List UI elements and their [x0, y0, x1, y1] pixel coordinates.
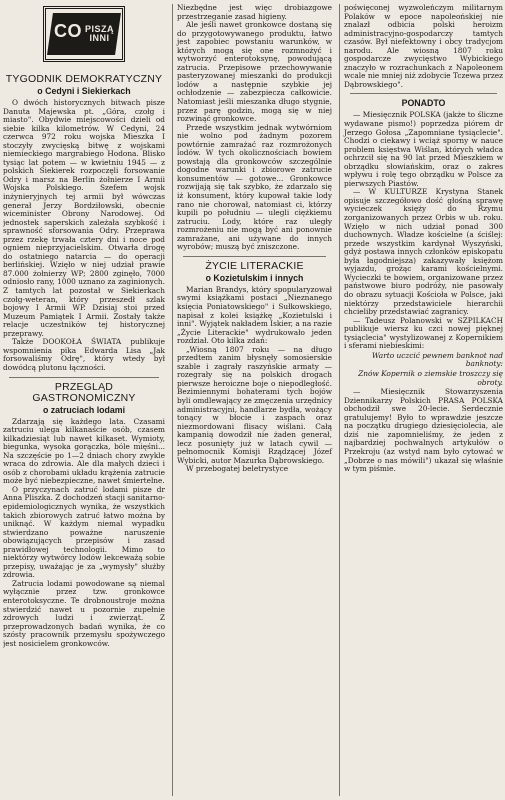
- poem-line: Warto uczcić pewnem banknot nad banknoty:: [371, 350, 503, 369]
- co-pisza-inni-logo: [43, 6, 125, 62]
- article-subtitle-lody: o zatruciach lodami: [42, 404, 126, 415]
- article-body: — Miesięcznik POLSKA (jakże to śliczne wydawane pismo!) poprzedza piórem dr Jerzego Gołosa „Zapomniane tysiąclecie". Chodzi o ciekawy i wciąż sporny w nauce problem księstwa Wiślan, których władca ochrzcił się na 90 lat przed Mieszkiem w obrządku słowiańskim, oraz o zakres wpływu i rolę tego obrządku w Polsce za pierwszych Piastów.: [344, 110, 503, 188]
- article-subtitle-cedynia: o Cedyni i Siekierkach: [37, 86, 131, 96]
- article-body: Niezbędne jest więc drobiazgowe przestrzeganie zasad higieny.: [177, 4, 332, 21]
- article-divider: [183, 256, 326, 257]
- logo-line1: PISZĄ: [84, 24, 114, 34]
- article-body: Przede wszystkim jednak wytwórniom nie wolno pod żadnym pozorem powtórnie zamrażać raz rozmrożonych lodów. W tych okolicznościach bowiem powstają dla gronkowców szczególnie dogodne warunki i zbiorowe zatrucie konsumentów — gotowe... Gronkowce rozwijają się tak szybko, że zdarzało się iż konsument, który kupował takie lody rano nie chorował, natomiast ci, którzy kupili po południu — ulegli ciężkiemu zatruciu. Lody, które raz uległy rozmrożeniu nie mogą być ani ponownie zamrażane, ani używane do innych wyrobów; muszą być zniszczone.: [177, 122, 332, 252]
- logo-co: CO: [53, 21, 82, 42]
- article-body: O przyczynach zatruć lodami pisze dr Anna Pliszka. Z dochodzeń stacji sanitarno-epidemiologicznych wynika, że wszystkich takich zbiorowych zatruć łatwo można by uniknąć. W każdym niemal wypadku stwierdzano poważne naruszenie obowiązujących przepisów i zasad prawidłowej technologii. Mimo to niektórzy wytwórcy lodów lekceważą sobie przepisy, uważając je za „wymysły" służby zdrowia.: [3, 484, 165, 580]
- article-body: — Tadeusz Polanowski w SZPILKACH publikuje wiersz ku czci nowej pięknej tysiąclecia" wystylizowanej z Kopernikiem i sferami niebieskimi:: [344, 315, 503, 351]
- column-middle: [172, 4, 336, 796]
- article-body: Zdarzają się każdego lata. Czasami zatruciu ulega kilkanaście osób, czasem kilkadziesiąt lub nawet kilkaset. Wymioty, biegunka, wysoka gorączka, bóle mięśni... Na szczęście po 1—2 dniach chory zwykle wraca do zdrowia. Ale dla małych dzieci i osób z chorobami układu krążenia zatrucie może być niebezpieczne, nawet śmiertelne.: [3, 416, 165, 486]
- article-title-przeglad: PRZEGLĄD GASTRONOMICZNY: [32, 380, 136, 404]
- logo-inner: [85, 25, 114, 43]
- article-body: Zatrucia lodami powodowane są niemal wyłącznie przez tzw. gronkowce enterotoksyczne. Te drobnoustroje można stwierdzić nawet u pozornie zupełnie zdrowych ludzi i zwierząt. Z przeprowadzonych badań wynika, że co szósty pracownik przemysłu spożywczego jest nosicielem gronkowców.: [3, 578, 165, 648]
- article-body: Ale jeśli nawet gronkowce dostaną się do przygotowywanego produktu, łatwo jest zapobiec powstaniu warunków, w których mogą się one rozmnożyć i wytworzyć enterotoksynę, powodującą zatrucia. Przepisowe przechowywanie pasteryzowanej mieszanki do produkcji lodów a następnie szybkie jej ochłodzenie — zabezpiecza całkowicie. Natomiast jeśli mieszanka długo stygnie, przez parę godzin, mogą się w niej rozwinąć gronkowce.: [177, 20, 332, 124]
- article-body: Także DOOKOŁA ŚWIATA publikuje wspomnienia pika Edwarda Lisa „Jak forsowaliśmy Odrę", który wtedy był dowódcą plutonu łączności.: [3, 337, 165, 372]
- column-left: [3, 4, 169, 796]
- article-divider: [350, 93, 497, 94]
- article-quote: „Wiosną 1807 roku — na długo przedtem zanim błysnęły somosierskie szable i zagrały raszyńskie armaty — rozegrały się na polskich drogach pierwsze heroiczne boje o niepodległość. Bezimiennymi bohaterami tych bojów byli omdlewający ze zmęczenia urzędnicy administracyjni, handlarze bydła, wożący tonący w błocie i zaspach oraz niezmordowani flisacy wiślani. Całą kampanią dowodził nie żaden generał, lecz posunięty już w latach cywil — pełnomocnik Komisji Rządzącej Józef Wybicki, autor Mazurka Dąbrowskiego.: [177, 344, 332, 465]
- logo-line2: INNI: [89, 33, 110, 43]
- article-body: Marian Brandys, który spopularyzował swymi książkami postaci „Nieznanego księcia Poniatowskiego" i Sułkowskiego, napisał z kolei książkę „Kozietulski i inni". Wyjątek nakładem Iskier, a na razie „Życie Literackie" wydrukowało jeden rozdział. Oto kilka zdań:: [177, 284, 332, 346]
- article-body: O dwóch historycznych bitwach pisze Danuta Majewska pt. „Góra, czołg i miasto". Obydwie miejscowości dzieli od siebie kilka kilometrów. W Cedyni, 24 czerwca 972 roku wojska Mieszka I stoczyły zwycięską bitwę z wojskami niemieckiego margrabiego Hodona. Blisko tysiąc lat potem — w kwietniu 1945 — z polskich Siekierek rozpoczęli forsowanie Odry i marsz na Berlin żołnierze I Armii Wojska Polskiego. Szefem wojsk inżynieryjnych tej armii był wówczas generał Jerzy Bordziłowski, obecnie wiceminister Obrony Narodowej. Od jednostek saperskich zależała szybkość i sprawność sforsowania Odry. Przeprawa przez rzekę trwała cztery dni i noce pod ogniem nieprzyjacielskim. Otwarła drogę do ostatniego natarcia — do operacji berlińskiej. Wzięło w niej udział prawie 87.000 żołnierzy WP; 2800 zginęło, 7000 odniosło rany, 1000 uznano za zaginionych. Z tamtych lat pozostał w Siekierkach czołg-weteran, który przeszedł szlak bojowy I Armii WP. Dzisiaj stoi przed Muzeum Pamiątek I Armii. Zostały także relacje uczestników tej historycznej przeprawy.: [3, 98, 165, 338]
- article-body: poświęconej wyzwoleńczym militarnym Polaków w epoce napoleońskiej nie znalazł odbicia polski heroizm administracyjno-gospodarczy tamtych czasów. Był niefektowny i obcy tradycjom narodu. Ale wiosną 1807 roku gospodarcze zwycięstwo Wybickiego znaczyło w rozrachunkach z Napoleonem wcale nie mniej niż zdobycie Tczewa przez Dąbrowskiego".: [344, 4, 503, 89]
- article-title-zycie: ŻYCIE LITERACKIE: [205, 259, 304, 272]
- article-subtitle-kozietulski: o Kozietulskim i innych: [205, 272, 304, 283]
- section-heading-ponadto: PONADTO: [401, 98, 446, 109]
- logo-text: [53, 21, 114, 43]
- article-body: W przebogatej beletrystyce: [186, 464, 289, 474]
- column-right: [339, 4, 503, 796]
- logo-area: [3, 4, 165, 64]
- poem-line: Znów Kopernik o ziemskie troszczy się obroty.: [358, 368, 503, 387]
- article-title-tygodnik: TYGODNIK DEMOKRATYCZNY: [5, 73, 163, 85]
- article-divider: [9, 377, 159, 378]
- article-body: — Miesięcznik Stowarzyszenia Dziennikarzy Polskich PRASA POLSKA obchodził swe 20-lecie. Serdecznie gratulujemy! Było to wprawdzie jeszcze na początku drugiego dziesięciolecia, ale dziś nie zapomnieliśmy, że jeden z najbardziej pochwalnych artykułów o Przekroju (az wstyd nam było cytować w „Dobrze o nas mówili") ukazał się właśnie w tym piśmie.: [344, 387, 503, 474]
- article-body: — W KULTURZE Krystyna Stanek opisuje szczegółowo dość głośną sprawę wycieczek księży do Rzymu zorganizowanych przez Orbis w ub. roku. Wzięło w nich udział ponad 300 duchownych. Władze kościelne (a ściślej: przede wszystkim kardynał Wyszyński, gdyż postawa innych członków episkopatu była łagodniejsza) zakazywały księżom wyjazdu, grożąc karami kościelnymi. Wycieczki te bowiem, organizowane przez państwowe biuro podróży, nie pasowały do obrazu sytuacji Kościoła w Polsce, jaki niektórzy przedstawiciele hierarchii chcieliby przedstawiać zagranicy.: [344, 187, 503, 317]
